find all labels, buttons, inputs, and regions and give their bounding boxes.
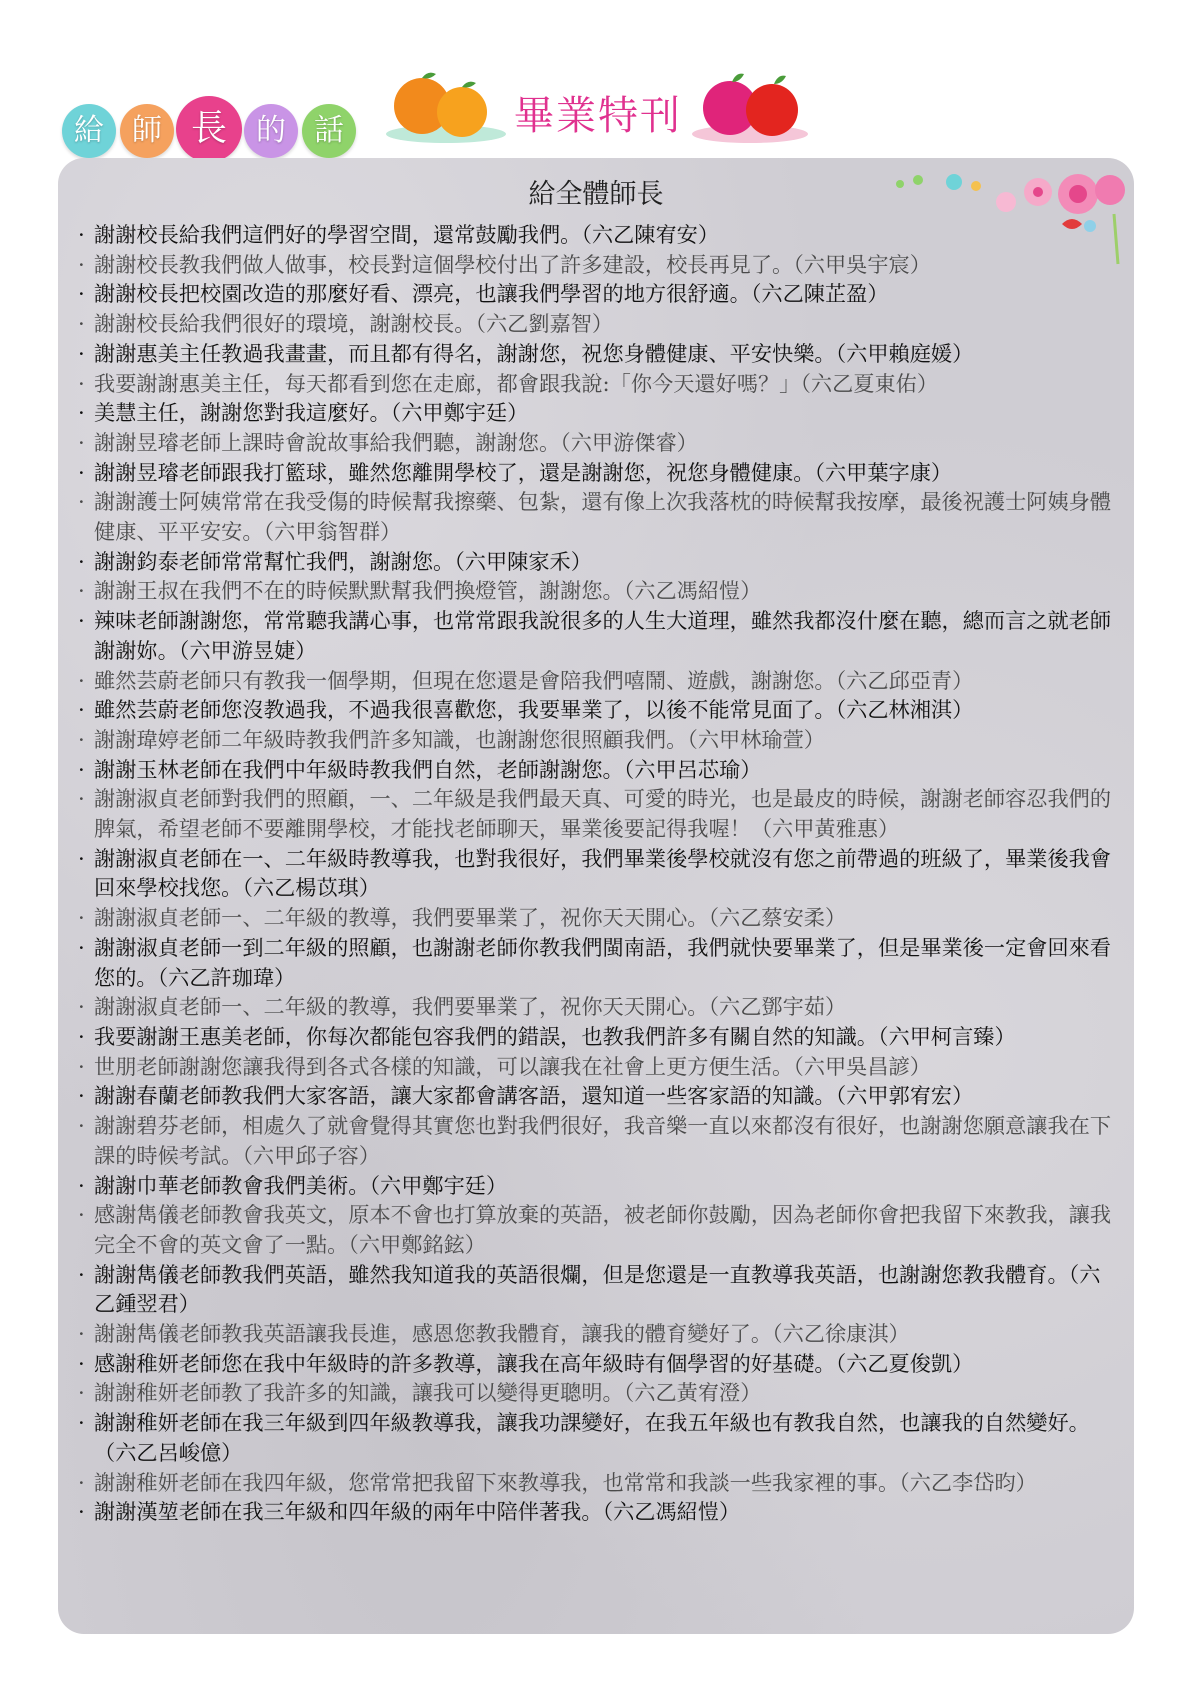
message-item: · 謝謝校長給我們這們好的學習空間，還常鼓勵我們。（六乙陳宥安） [78, 220, 1118, 250]
title-bubble: 師 [120, 104, 174, 158]
message-item: · 謝謝昱璿老師上課時會說故事給我們聽，謝謝您。（六甲游傑睿） [78, 428, 1118, 458]
page-header [0, 0, 1191, 170]
title-bubble: 話 [302, 104, 356, 158]
message-item: · 雖然芸蔚老師您沒教過我，不過我很喜歡您，我要畢業了，以後不能常見面了。（六乙林湘淇） [78, 695, 1118, 725]
message-item: · 謝謝王叔在我們不在的時候默默幫我們換燈管，謝謝您。（六乙馮紹愷） [78, 576, 1118, 606]
message-item: · 謝謝碧芬老師，相處久了就會覺得其實您也對我們很好，我音樂一直以來都沒有很好，也謝謝您願意讓我在下課的時候考試。（六甲邱子容） [78, 1111, 1118, 1170]
message-item: · 雖然芸蔚老師只有教我一個學期，但現在您還是會陪我們嘻鬧、遊戲，謝謝您。（六乙邱亞青） [78, 666, 1118, 696]
title-bubble: 給 [62, 104, 116, 158]
title-bubble: 長 [176, 96, 242, 162]
message-item: · 謝謝淑貞老師對我們的照顧，一、二年級是我們最天真、可愛的時光，也是最皮的時候，謝謝老師容忍我們的脾氣，希望老師不要離開學校，才能找老師聊天，畢業後要記得我喔！（六甲黃雅惠） [78, 784, 1118, 843]
message-item: · 謝謝稚妍老師在我三年級到四年級教導我，讓我功課變好，在我五年級也有教我自然，也讓我的自然變好。（六乙呂峻億） [78, 1408, 1118, 1467]
message-item: · 謝謝玉林老師在我們中年級時教我們自然，老師謝謝您。（六甲呂芯瑜） [78, 755, 1118, 785]
message-item: · 感謝稚妍老師您在我中年級時的許多教導，讓我在高年級時有個學習的好基礎。（六乙夏俊凱） [78, 1349, 1118, 1379]
message-item: · 謝謝淑貞老師在一、二年級時教導我，也對我很好，我們畢業後學校就沒有您之前帶過的班級了，畢業後我會回來學校找您。（六乙楊苡琪） [78, 844, 1118, 903]
message-item: · 謝謝巾華老師教會我們美術。（六甲鄭宇廷） [78, 1171, 1118, 1201]
message-item: · 謝謝護士阿姨常常在我受傷的時候幫我擦藥、包紮，還有像上次我落枕的時候幫我按摩，最後祝護士阿姨身體健康、平平安安。（六甲翁智群） [78, 487, 1118, 546]
message-item: · 謝謝校長把校園改造的那麼好看、漂亮，也讓我們學習的地方很舒適。（六乙陳芷盈） [78, 279, 1118, 309]
message-item: · 謝謝昱璿老師跟我打籃球，雖然您離開學校了，還是謝謝您，祝您身體健康。（六甲葉字康） [78, 458, 1118, 488]
message-list [78, 220, 1118, 1527]
oranges-icon [384, 70, 508, 144]
message-item: · 謝謝校長教我們做人做事，校長對這個學校付出了許多建設，校長再見了。（六甲吳宇宸） [78, 250, 1118, 280]
message-item: · 謝謝稚妍老師教了我許多的知識，讓我可以變得更聰明。（六乙黃宥澄） [78, 1378, 1118, 1408]
message-item: · 謝謝春蘭老師教我們大家客語，讓大家都會講客語，還知道一些客家語的知識。（六甲郭宥宏） [78, 1081, 1118, 1111]
message-item: · 感謝雋儀老師教會我英文，原本不會也打算放棄的英語，被老師你鼓勵，因為老師你會把我留下來教我，讓我完全不會的英文會了一點。（六甲鄭銘鉉） [78, 1200, 1118, 1259]
title-bubble: 的 [244, 104, 298, 158]
message-item: · 謝謝惠美主任教過我畫畫，而且都有得名，謝謝您，祝您身體健康、平安快樂。（六甲賴庭媛） [78, 339, 1118, 369]
message-item: · 謝謝校長給我們很好的環境，謝謝校長。（六乙劉嘉智） [78, 309, 1118, 339]
card-title: 給全體師長 [528, 179, 664, 210]
message-item: · 謝謝稚妍老師在我四年級，您常常把我留下來教導我，也常常和我談一些我家裡的事。（六乙李岱昀） [78, 1468, 1118, 1498]
message-item: · 我要謝謝惠美主任，每天都看到您在走廊，都會跟我說:「你今天還好嗎？」（六乙夏東佑） [78, 369, 1118, 399]
message-item: · 謝謝瑋婷老師二年級時教我們許多知識，也謝謝您很照顧我們。（六甲林瑜萱） [78, 725, 1118, 755]
message-item: · 謝謝鈞泰老師常常幫忙我們，謝謝您。（六甲陳家禾） [78, 547, 1118, 577]
message-item: · 謝謝淑貞老師一到二年級的照顧，也謝謝老師你教我們閩南語，我們就快要畢業了，但是畢業後一定會回來看您的。（六乙許珈瑋） [78, 933, 1118, 992]
message-item: · 我要謝謝王惠美老師，你每次都能包容我們的錯誤，也教我們許多有關自然的知識。（六甲柯言臻） [78, 1022, 1118, 1052]
message-item: · 謝謝漢堃老師在我三年級和四年級的兩年中陪伴著我。（六乙馮紹愷） [78, 1497, 1118, 1527]
message-item: · 世朋老師謝謝您讓我得到各式各樣的知識，可以讓我在社會上更方便生活。（六甲吳昌諺） [78, 1052, 1118, 1082]
message-item: · 美慧主任，謝謝您對我這麼好。（六甲鄭宇廷） [78, 398, 1118, 428]
apples-icon [690, 70, 810, 144]
message-card [58, 158, 1134, 1634]
special-issue-title: 畢業特刊 [514, 93, 682, 139]
message-item: · 謝謝雋儀老師教我們英語，雖然我知道我的英語很爛，但是您還是一直教導我英語，也謝謝您教我體育。（六乙鍾翌君） [78, 1260, 1118, 1319]
message-item: · 辣味老師謝謝您，常常聽我講心事，也常常跟我說很多的人生大道理，雖然我都沒什麼在聽，總而言之就老師謝謝妳。（六甲游昱婕） [78, 606, 1118, 665]
message-item: · 謝謝淑貞老師一、二年級的教導，我們要畢業了，祝你天天開心。（六乙蔡安柔） [78, 903, 1118, 933]
message-item: · 謝謝淑貞老師一、二年級的教導，我們要畢業了，祝你天天開心。（六乙鄧宇茹） [78, 992, 1118, 1022]
message-item: · 謝謝雋儀老師教我英語讓我長進，感恩您教我體育，讓我的體育變好了。（六乙徐康淇） [78, 1319, 1118, 1349]
